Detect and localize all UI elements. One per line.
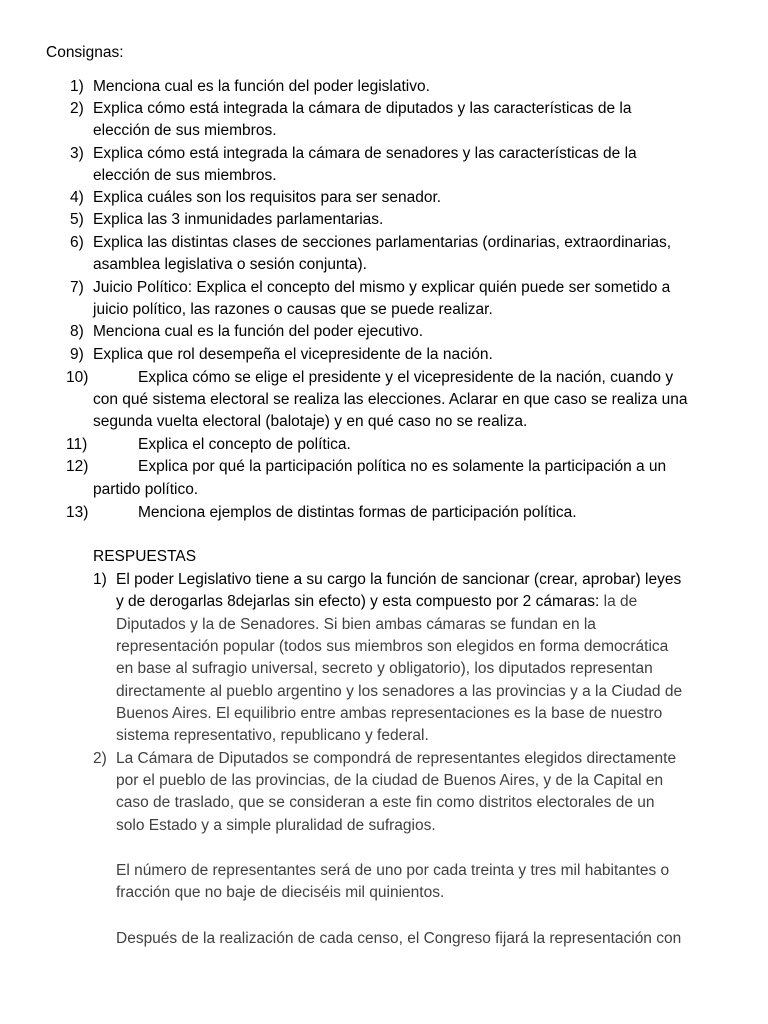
list-item: Menciona cual es la función del poder ejecutivo.: [93, 323, 424, 340]
answer-line: Diputados y la de Senadores. Si bien ambas cámaras se fundan en la: [116, 616, 596, 633]
list-number: 6): [70, 234, 84, 251]
answer-line: [116, 591, 637, 613]
answer-line: Después de la realización de cada censo, el Congreso fijará la representación con: [116, 930, 682, 947]
answer-line: fracción que no baje de dieciséis mil quinientos.: [116, 884, 445, 901]
list-number: 5): [70, 211, 84, 228]
answer-line: caso de traslado, que se consideran a este fin como distritos electorales de un: [116, 794, 655, 811]
answer-line: en base al sufragio universal, secreto y obligatorio), los diputados representan: [116, 660, 653, 677]
answer-line: por el pueblo de las provincias, de la ciudad de Buenos Aires, y de la Capital en: [116, 772, 664, 789]
list-item-continuation: juicio político, las razones o causas que se puede realizar.: [93, 301, 493, 318]
list-number: 2): [70, 100, 84, 117]
answer-text-black: y de derogarlas 8dejarlas sin efecto) y esta compuesto por 2 cámaras:: [116, 593, 604, 610]
list-item: Explica por qué la participación política no es solamente la participación a un: [138, 458, 667, 475]
list-number: 9): [70, 346, 84, 363]
answer-line: Buenos Aires. El equilibrio entre ambas representaciones es la base de nuestro: [116, 705, 663, 722]
list-item-continuation: asamblea legislativa o sesión conjunta).: [93, 256, 367, 273]
list-item: Explica que rol desempeña el vicepresidente de la nación.: [93, 346, 493, 363]
list-number: 2): [93, 750, 107, 767]
answer-line: directamente al pueblo argentino y los senadores a las provincias y a la Ciudad de: [116, 683, 683, 700]
list-item: Menciona cual es la función del poder legislativo.: [93, 78, 430, 95]
list-item: Juicio Político: Explica el concepto del mismo y explicar quién puede ser sometido a: [93, 279, 671, 296]
consignas-heading: Consignas:: [46, 44, 124, 61]
list-item: Menciona ejemplos de distintas formas de participación política.: [138, 504, 577, 521]
answer-line: sistema representativo, republicano y federal.: [116, 727, 429, 744]
list-item: Explica las distintas clases de secciones parlamentarias (ordinarias, extraordinarias,: [93, 234, 672, 251]
list-item: Explica cómo está integrada la cámara de diputados y las características de la: [93, 100, 632, 117]
list-number: 1): [70, 78, 84, 95]
answer-line: El poder Legislativo tiene a su cargo la función de sancionar (crear, aprobar) leyes: [116, 571, 682, 588]
list-number: 12): [66, 458, 89, 475]
list-item: Explica cuáles son los requisitos para ser senador.: [93, 189, 442, 206]
list-item: Explica cómo se elige el presidente y el vicepresidente de la nación, cuando y: [138, 369, 674, 386]
list-number: 10): [66, 369, 89, 386]
list-number: 4): [70, 189, 84, 206]
respuestas-heading: RESPUESTAS: [93, 548, 197, 565]
list-item: Explica el concepto de política.: [138, 436, 351, 453]
list-number: 11): [66, 436, 88, 453]
list-item: Explica las 3 inmunidades parlamentarias.: [93, 211, 384, 228]
list-item-continuation: segunda vuelta electoral (balotaje) y en qué caso no se realiza.: [93, 413, 528, 430]
list-number: 13): [66, 504, 89, 521]
list-item-continuation: elección de sus miembros.: [93, 167, 277, 184]
list-item-continuation: con qué sistema electoral se realiza las elecciones. Aclarar en que caso se realiza una: [93, 391, 688, 408]
list-item-continuation: partido político.: [93, 481, 199, 498]
list-number: 3): [70, 145, 84, 162]
list-item-continuation: elección de sus miembros.: [93, 122, 277, 139]
answer-line: La Cámara de Diputados se compondrá de representantes elegidos directamente: [116, 750, 677, 767]
list-number: 1): [93, 571, 107, 588]
answer-line: El número de representantes será de uno por cada treinta y tres mil habitantes o: [116, 862, 670, 879]
answer-text-gray: la de: [603, 593, 638, 610]
list-item: Explica cómo está integrada la cámara de senadores y las características de la: [93, 145, 637, 162]
list-number: 8): [70, 323, 84, 340]
answer-line: solo Estado y a simple pluralidad de sufragios.: [116, 817, 436, 834]
list-number: 7): [70, 279, 84, 296]
answer-line: representación popular (todos sus miembros son elegidos en forma democrática: [116, 638, 669, 655]
